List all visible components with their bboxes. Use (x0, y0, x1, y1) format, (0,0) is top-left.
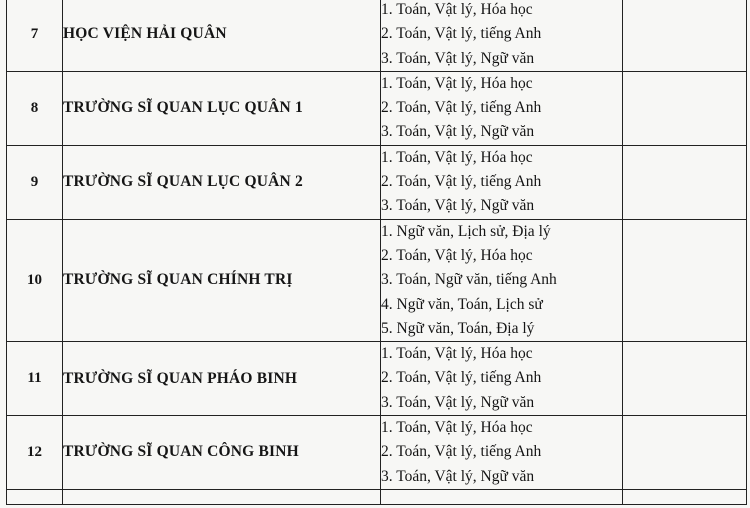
empty-cell (623, 219, 747, 341)
school-name: TRƯỜNG SĨ QUAN CÔNG BINH (63, 416, 381, 490)
table-row (7, 219, 747, 341)
subject-combinations (381, 71, 623, 145)
row-number: 8 (7, 71, 63, 145)
subject-combinations (381, 0, 623, 71)
subject-combo: 1. Toán, Vật lý, Hóa học (381, 345, 533, 363)
empty-cell (623, 71, 747, 145)
subject-combo: 3. Toán, Vật lý, Ngữ văn (381, 393, 535, 411)
school-name: TRƯỜNG SĨ QUAN LỤC QUÂN 2 (63, 145, 381, 219)
school-name: TRƯỜNG SĨ QUAN CHÍNH TRỊ (63, 219, 381, 341)
row-number: 7 (7, 0, 63, 71)
subject-combo: 4. Ngữ văn, Toán, Lịch sử (381, 295, 543, 313)
table-row (7, 0, 747, 71)
subject-combo: 2. Toán, Vật lý, tiếng Anh (381, 25, 542, 43)
subject-combo: 3. Toán, Vật lý, Ngữ văn (381, 467, 535, 485)
table-row (7, 416, 747, 490)
subject-combinations (381, 342, 623, 416)
subject-combo: 1. Toán, Vật lý, Hóa học (381, 74, 533, 92)
admission-table (6, 0, 747, 505)
empty-cell (381, 489, 623, 504)
subject-combo: 2. Toán, Vật lý, tiếng Anh (381, 173, 542, 191)
school-name: TRƯỜNG SĨ QUAN LỤC QUÂN 1 (63, 71, 381, 145)
school-name: TRƯỜNG SĨ QUAN PHÁO BINH (63, 342, 381, 416)
row-number: 11 (7, 342, 63, 416)
subject-combo: 2. Toán, Vật lý, tiếng Anh (381, 99, 542, 117)
empty-cell (623, 145, 747, 219)
row-number: 10 (7, 219, 63, 341)
subject-combo: 1. Toán, Vật lý, Hóa học (381, 148, 533, 166)
empty-cell (7, 489, 63, 504)
subject-combinations (381, 416, 623, 490)
empty-cell (623, 416, 747, 490)
subject-combinations (381, 145, 623, 219)
subject-combo: 1. Toán, Vật lý, Hóa học (381, 419, 533, 437)
empty-cell (623, 342, 747, 416)
subject-combo: 5. Ngữ văn, Toán, Địa lý (381, 319, 535, 337)
table-row (7, 342, 747, 416)
subject-combo: 2. Toán, Vật lý, tiếng Anh (381, 369, 542, 387)
table-row (7, 145, 747, 219)
subject-combo: 1. Ngữ văn, Lịch sử, Địa lý (381, 222, 551, 240)
empty-cell (623, 489, 747, 504)
empty-cell (63, 489, 381, 504)
subject-combo: 3. Toán, Vật lý, Ngữ văn (381, 123, 535, 141)
row-number: 9 (7, 145, 63, 219)
subject-combo: 2. Toán, Vật lý, Hóa học (381, 246, 533, 264)
subject-combo: 3. Toán, Vật lý, Ngữ văn (381, 49, 535, 67)
school-name: HỌC VIỆN HẢI QUÂN (63, 0, 381, 71)
row-number: 12 (7, 416, 63, 490)
subject-combo: 3. Toán, Vật lý, Ngữ văn (381, 197, 535, 215)
table-row-partial (7, 489, 747, 504)
subject-combo: 3. Toán, Ngữ văn, tiếng Anh (381, 271, 557, 289)
subject-combinations (381, 219, 623, 341)
table-row (7, 71, 747, 145)
subject-combo: 1. Toán, Vật lý, Hóa học (381, 1, 533, 18)
empty-cell (623, 0, 747, 71)
subject-combo: 2. Toán, Vật lý, tiếng Anh (381, 443, 542, 461)
